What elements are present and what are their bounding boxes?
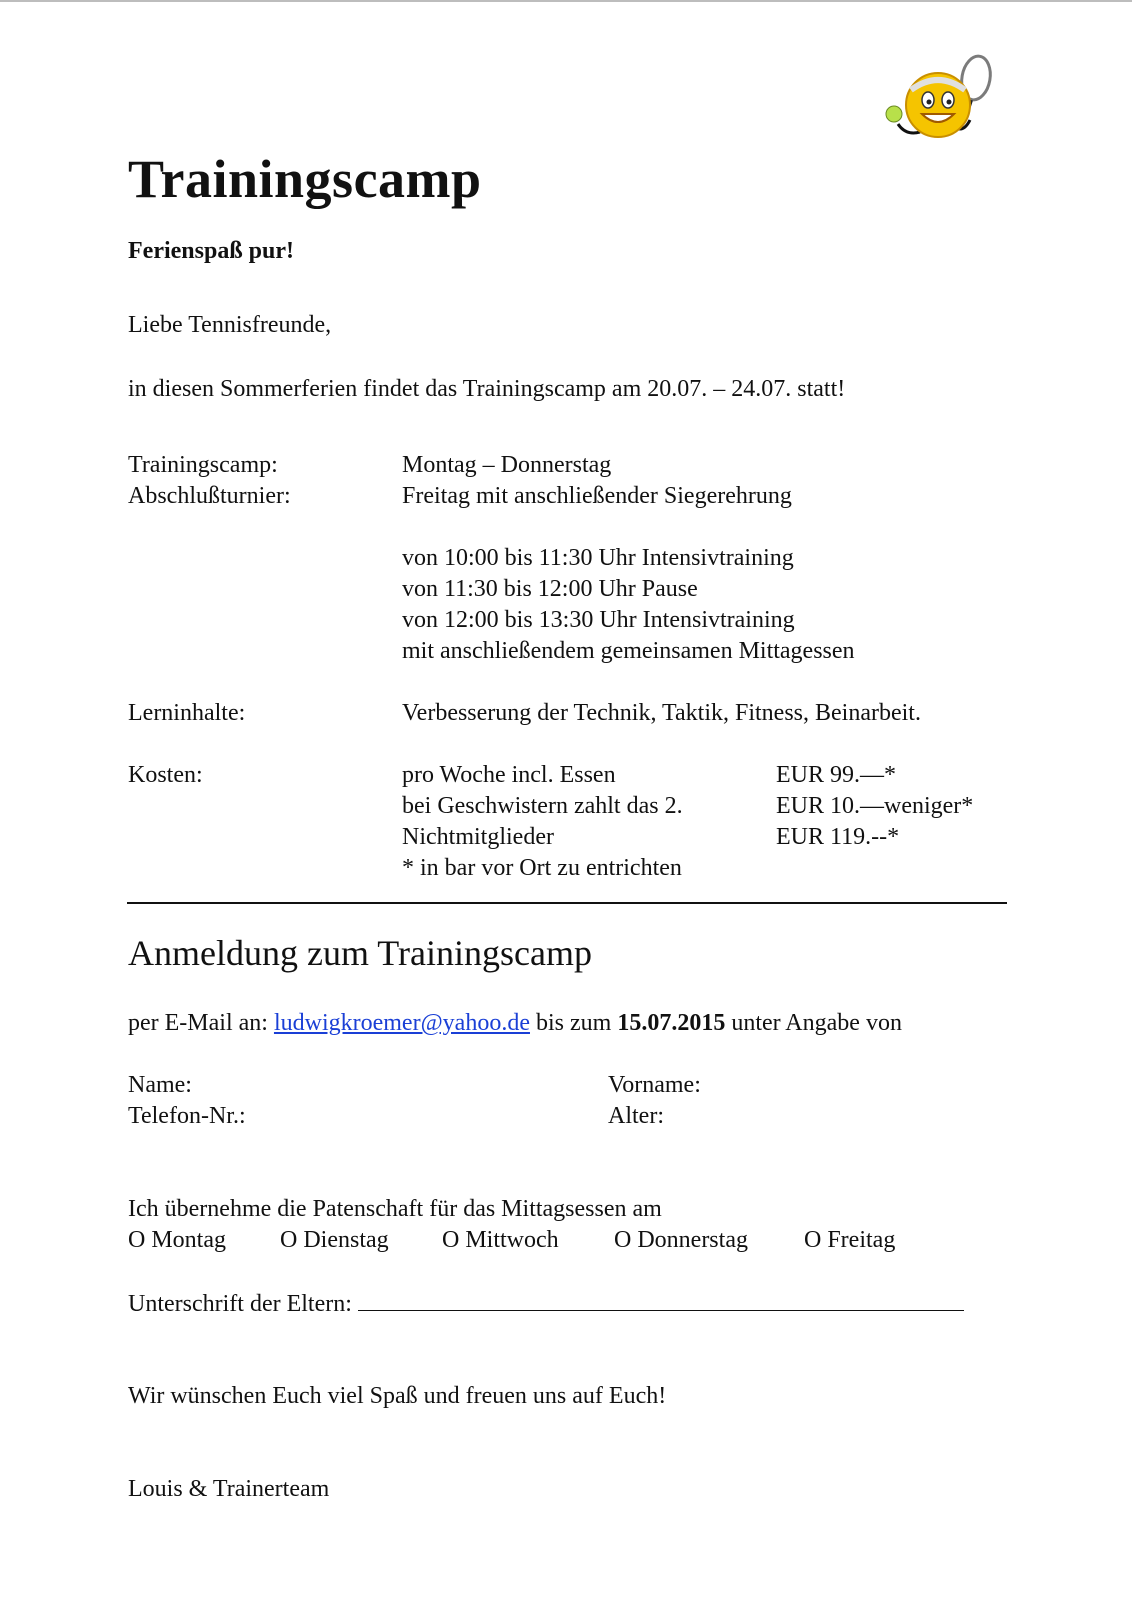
cost-desc: pro Woche incl. Essen: [402, 762, 616, 788]
cost-note: * in bar vor Ort zu entrichten: [402, 855, 682, 881]
cost-price: EUR 10.—weniger*: [776, 793, 974, 819]
field-telefon-label: Telefon-Nr.:: [128, 1103, 246, 1129]
value-lerninhalte: Verbesserung der Technik, Taktik, Fitness, Beinarbeit.: [402, 700, 921, 726]
field-name-label: Name:: [128, 1072, 192, 1098]
registration-suffix: unter Angabe von: [725, 1010, 902, 1036]
day-option-mittwoch[interactable]: O Mittwoch: [442, 1227, 559, 1253]
day-option-montag[interactable]: O Montag: [128, 1227, 226, 1253]
deadline-date: 15.07.2015: [617, 1010, 726, 1036]
patenschaft-text: Ich übernehme die Patenschaft für das Mittagsessen am: [128, 1196, 662, 1222]
registration-instructions: [128, 1008, 902, 1039]
day-option-freitag[interactable]: O Freitag: [804, 1227, 896, 1253]
signature-row: [128, 1288, 964, 1320]
time-line: von 10:00 bis 11:30 Uhr Intensivtraining: [402, 545, 794, 571]
cost-desc: bei Geschwistern zahlt das 2.: [402, 793, 683, 819]
label-kosten: Kosten:: [128, 762, 203, 788]
registration-prefix: per E-Mail an:: [128, 1010, 274, 1036]
intro-text: in diesen Sommerferien findet das Trainingscamp am 20.07. – 24.07. statt!: [128, 376, 846, 402]
day-option-dienstag[interactable]: O Dienstag: [280, 1227, 389, 1253]
cost-price: EUR 99.—*: [776, 762, 896, 788]
divider: [127, 902, 1007, 904]
cost-desc: Nichtmitglieder: [402, 824, 554, 850]
signoff: Louis & Trainerteam: [128, 1476, 330, 1502]
label-lerninhalte: Lerninhalte:: [128, 700, 246, 726]
signature-label: Unterschrift der Eltern:: [128, 1291, 352, 1317]
email-link[interactable]: ludwigkroemer@yahoo.de: [273, 1010, 530, 1036]
day-option-donnerstag[interactable]: O Donnerstag: [614, 1227, 748, 1253]
signature-line[interactable]: [358, 1288, 964, 1311]
field-vorname-label: Vorname:: [608, 1072, 701, 1098]
subtitle: Ferienspaß pur!: [128, 238, 295, 264]
time-line: von 12:00 bis 13:30 Uhr Intensivtraining: [402, 607, 795, 633]
tennis-smiley-icon: [878, 50, 1008, 150]
registration-mid: bis zum: [529, 1010, 618, 1036]
label-trainingscamp: Trainingscamp:: [128, 452, 278, 478]
registration-heading: Anmeldung zum Trainingscamp: [128, 933, 592, 973]
value-trainingscamp: Montag – Donnerstag: [402, 452, 612, 478]
cost-price: EUR 119.--*: [776, 824, 900, 850]
label-abschlussturnier: Abschlußturnier:: [128, 483, 291, 509]
time-line: mit anschließendem gemeinsamen Mittagessen: [402, 638, 855, 664]
closing-text: Wir wünschen Euch viel Spaß und freuen uns auf Euch!: [128, 1383, 667, 1409]
greeting: Liebe Tennisfreunde,: [128, 312, 332, 338]
value-abschlussturnier: Freitag mit anschließender Siegerehrung: [402, 483, 792, 509]
page-title: Trainingscamp: [128, 149, 482, 209]
field-alter-label: Alter:: [608, 1103, 664, 1129]
time-line: von 11:30 bis 12:00 Uhr Pause: [402, 576, 698, 602]
